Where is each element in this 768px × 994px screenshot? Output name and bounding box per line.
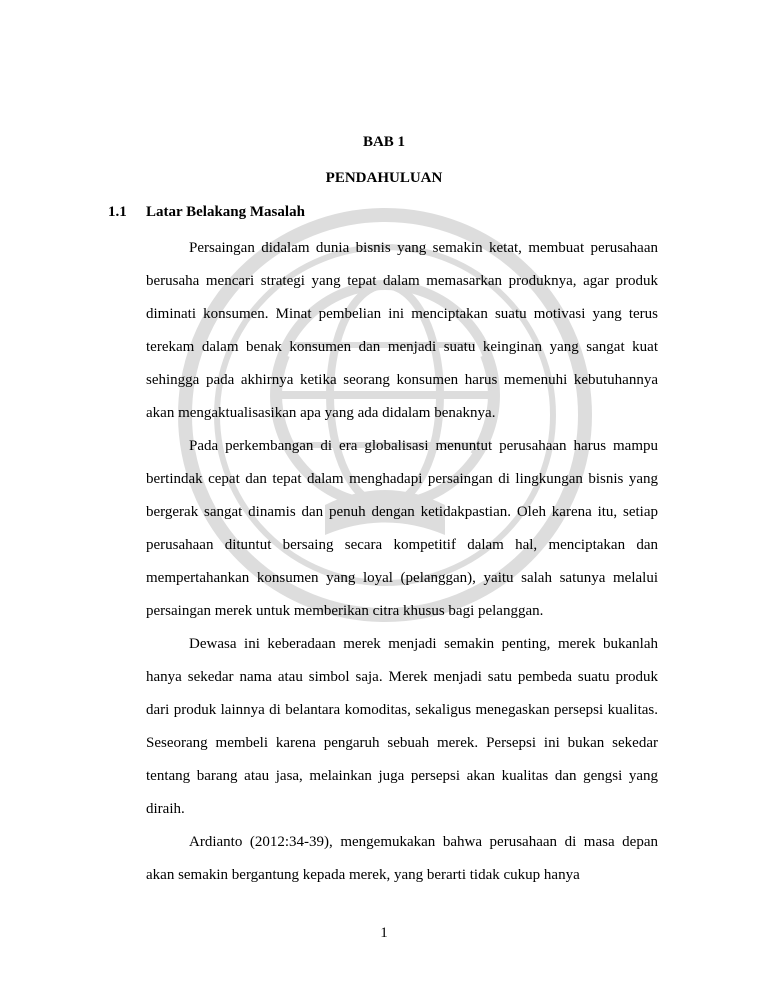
page-number: 1 (380, 925, 388, 941)
paragraph-1: Persaingan didalam dunia bisnis yang semakin ketat, membuat perusahaan berusaha mencari strategi yang tepat dalam memasarkan produknya, agar produk diminati konsumen. Minat pembelian ini menciptakan suatu motivasi yang terus terekam dalam benak konsumen dan menjadi suatu keinginan yang sangat kuat sehingga pada akhirnya ketika seorang konsumen harus memenuhi kebutuhannya akan mengaktualisasikan apa yang ada didalam benaknya. (146, 240, 658, 421)
paragraph-4: Ardianto (2012:34-39), mengemukakan bahwa perusahaan di masa depan akan semakin bergantung kepada merek, yang berarti tidak cukup hanya (146, 834, 658, 883)
section-title: Latar Belakang Masalah (146, 204, 305, 220)
paragraph-2: Pada perkembangan di era globalisasi menuntut perusahaan harus mampu bertindak cepat dan tepat dalam menghadapi persaingan di lingkungan bisnis yang bergerak sangat dinamis dan penuh dengan ketidakpastian. Oleh karena itu, setiap perusahaan dituntut bersaing secara kompetitif dalam hal, menciptakan dan mempertahankan konsumen yang loyal (pelanggan), yaitu salah satunya melalui persaingan merek untuk memberikan citra khusus bagi pelanggan. (146, 438, 658, 619)
chapter-label: BAB 1 (362, 134, 406, 150)
section-heading (108, 204, 305, 221)
section-number: 1.1 (108, 204, 127, 220)
body-text (146, 232, 658, 892)
chapter-title: PENDAHULUAN (325, 170, 443, 186)
paragraph-3: Dewasa ini keberadaan merek menjadi semakin penting, merek bukanlah hanya sekedar nama atau simbol saja. Merek menjadi satu pembeda suatu produk dari produk lainnya di belantara komoditas, sekaligus menegaskan persepsi kualitas. Seseorang membeli karena pengaruh sebuah merek. Persepsi ini bukan sekedar tentang barang atau jasa, melainkan juga persepsi akan kualitas dan gengsi yang diraih. (146, 636, 658, 817)
